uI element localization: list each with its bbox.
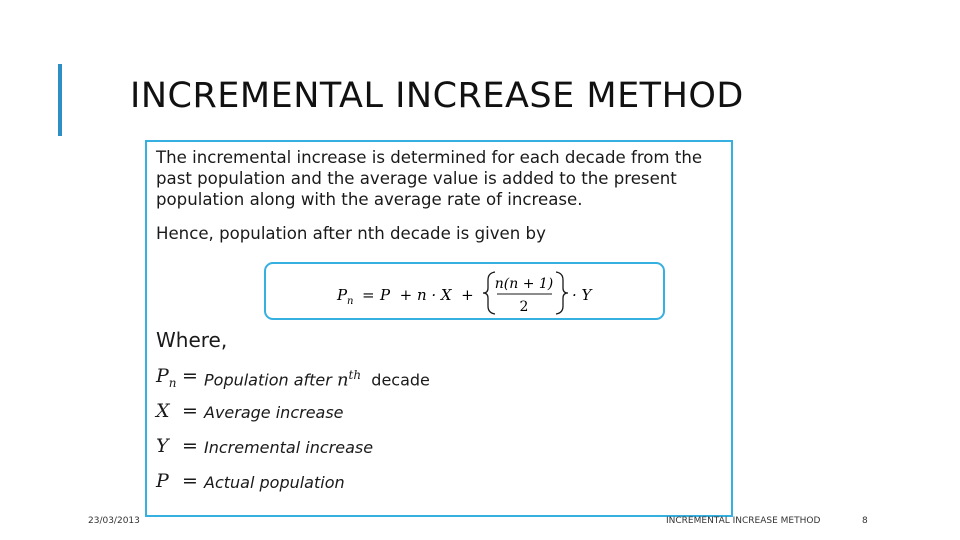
definition-equals: = [182,470,198,492]
definition-text: Actual population [204,473,345,492]
formula-tail: · Y [572,286,592,304]
formula-equals: = [362,286,375,304]
definition-symbol: $P_n$ [156,365,177,390]
definition-symbol: X [156,400,170,422]
definition-symbol: Y [156,435,169,457]
definition-symbol: P [156,470,169,492]
title-accent-bar [58,64,62,136]
footer-title: INCREMENTAL INCREASE METHOD [666,516,821,526]
formula-terms: P + n · X + [380,286,474,304]
slide-title: INCREMENTAL INCREASE METHOD [130,76,744,116]
definition-equals: = [182,435,198,457]
footer-date: 23/03/2013 [88,516,140,526]
hence-sentence: Hence, population after nth decade is given by [156,224,546,243]
content-panel [145,140,733,517]
definition-equals: = [182,400,198,422]
formula-lhs-subscript: n [347,296,354,307]
formula-lhs: P [337,286,348,304]
formula-numerator: n(n + 1) [494,276,554,292]
definition-text: Incremental increase [204,438,374,457]
formula-right-brace [556,272,568,314]
formula [266,264,667,322]
definition-equals: = [182,365,198,387]
where-label: Where, [156,328,228,352]
formula-denominator: 2 [519,299,529,315]
formula-box [264,262,665,320]
definition-text: Average increase [204,403,344,422]
formula-left-brace [483,272,495,314]
page-number: 8 [862,516,868,526]
intro-paragraph: The incremental increase is determined for each decade from the past population and the average value is added to the present population along with the average rate of increase. [156,148,703,209]
definition-text: Population after $n^{th}$ decade [204,368,430,391]
